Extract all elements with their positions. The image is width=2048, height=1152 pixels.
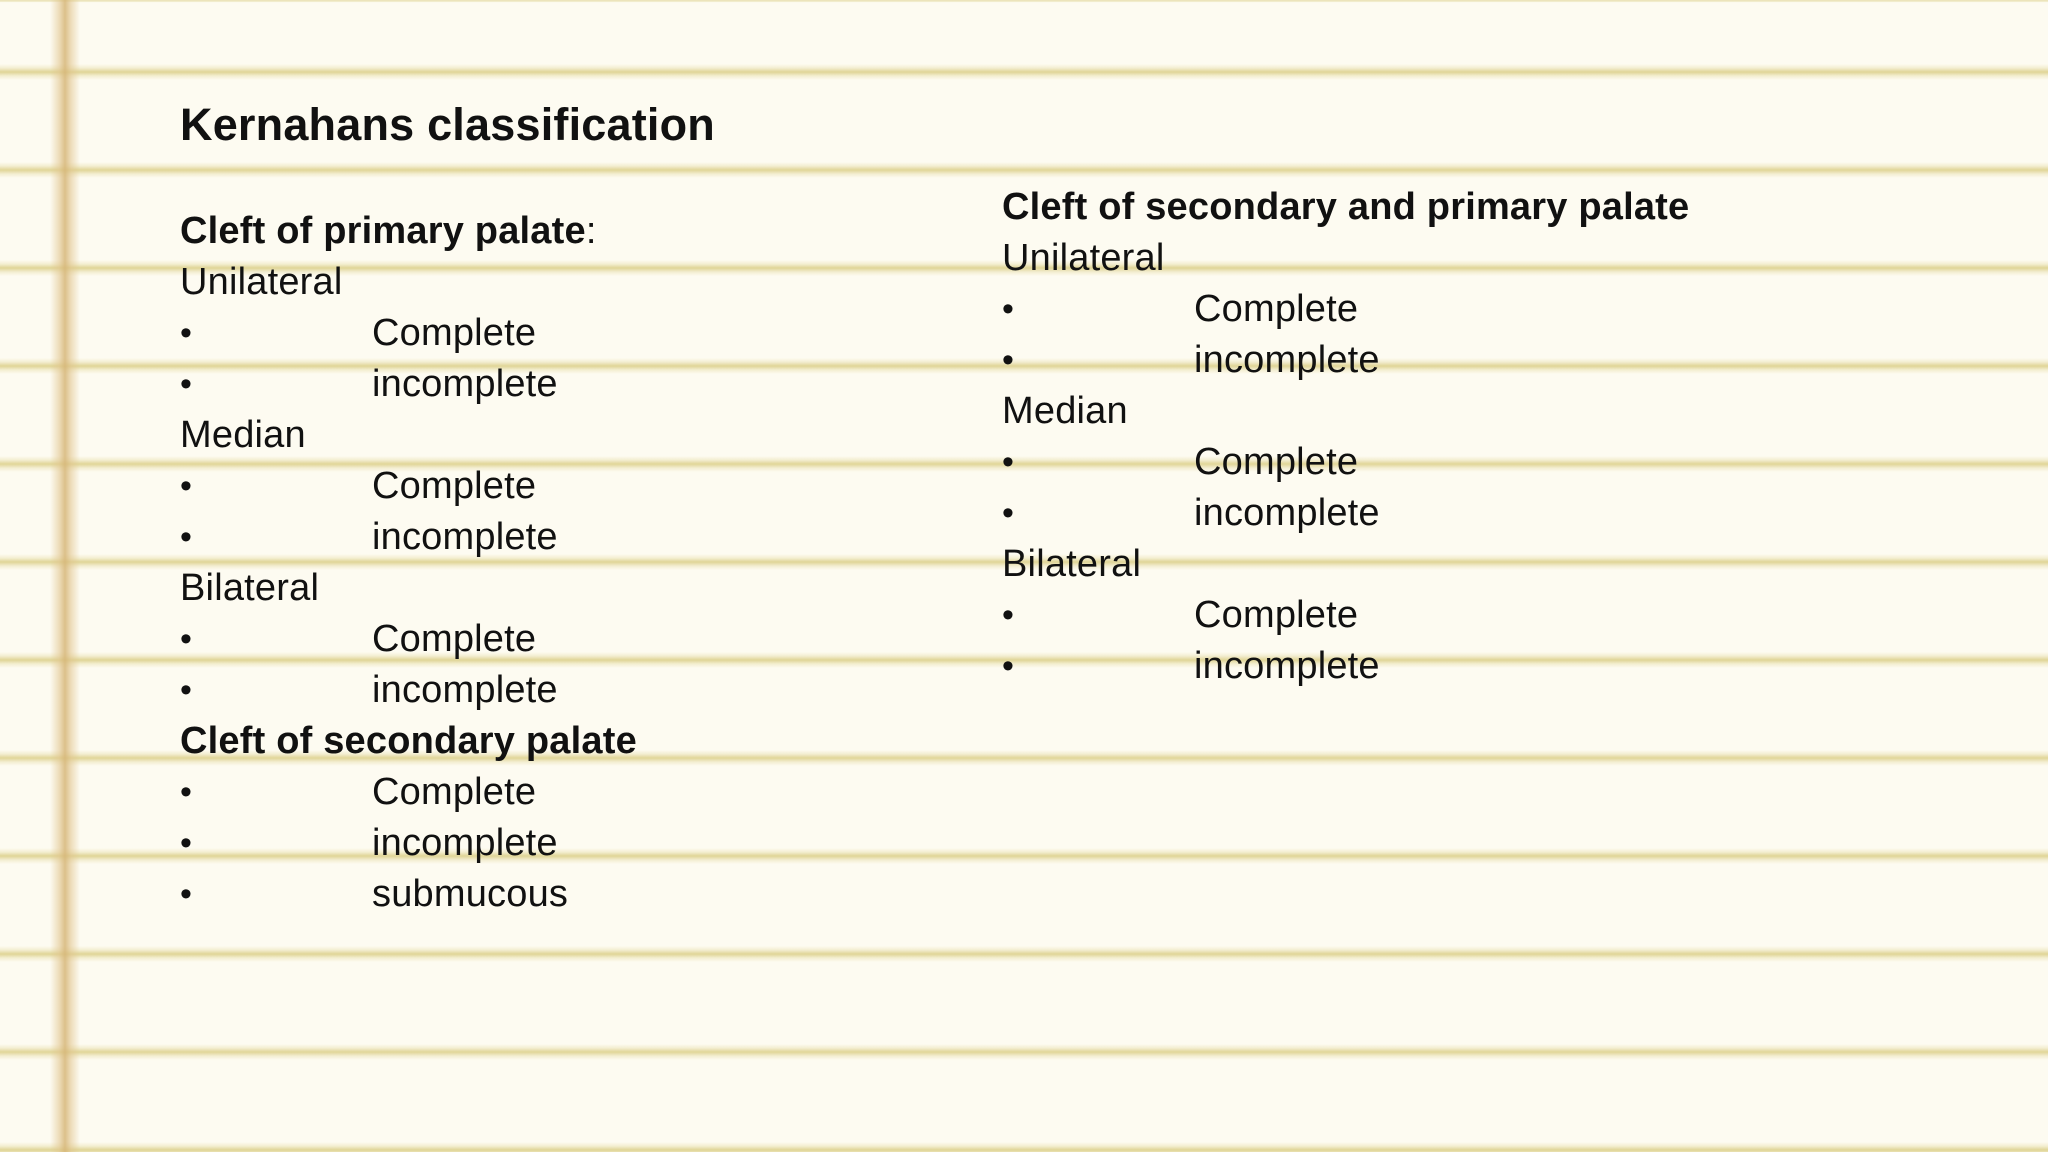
left-unilateral-bullet-2: • (180, 365, 192, 403)
right-unilateral-bullet-1: • (1002, 290, 1014, 328)
right-median-bullet-1: • (1002, 443, 1014, 481)
left-label-bilateral: Bilateral (180, 567, 320, 609)
left-median-bullet-1: • (180, 467, 192, 505)
left-bilateral-bullet-2: • (180, 671, 192, 709)
secondary-item-incomplete: incomplete (372, 822, 558, 864)
secondary-bullet-2: • (180, 824, 192, 862)
right-bilateral-item-complete: Complete (1194, 594, 1359, 636)
right-median-bullet-2: • (1002, 494, 1014, 532)
right-median-item-complete: Complete (1194, 441, 1359, 483)
right-label-bilateral: Bilateral (1002, 543, 1142, 585)
slide-title: Kernahans classification (180, 99, 716, 150)
right-bilateral-bullet-1: • (1002, 596, 1014, 634)
right-label-unilateral: Unilateral (1002, 237, 1165, 279)
heading-secondary-and-primary-palate: Cleft of secondary and primary palate (1002, 186, 1690, 228)
margin-line (50, 0, 80, 1152)
left-unilateral-bullet-1: • (180, 314, 192, 352)
left-bilateral-bullet-1: • (180, 620, 192, 658)
left-unilateral-item-complete: Complete (372, 312, 537, 354)
heading-primary-palate (180, 206, 597, 257)
left-bilateral-item-complete: Complete (372, 618, 537, 660)
left-label-unilateral: Unilateral (180, 261, 343, 303)
right-bilateral-item-incomplete: incomplete (1194, 645, 1380, 687)
right-unilateral-item-complete: Complete (1194, 288, 1359, 330)
right-median-item-incomplete: incomplete (1194, 492, 1380, 534)
heading-primary-palate-colon: : (585, 210, 597, 252)
left-label-median: Median (180, 414, 306, 456)
left-bilateral-item-incomplete: incomplete (372, 669, 558, 711)
left-unilateral-item-incomplete: incomplete (372, 363, 558, 405)
left-median-item-incomplete: incomplete (372, 516, 558, 558)
left-median-bullet-2: • (180, 518, 192, 556)
secondary-item-submucous: submucous (372, 873, 569, 915)
secondary-item-complete: Complete (372, 771, 537, 813)
secondary-bullet-1: • (180, 773, 192, 811)
heading-primary-palate-text: Cleft of primary palate (180, 210, 586, 252)
heading-secondary-palate: Cleft of secondary palate (180, 720, 637, 762)
right-unilateral-bullet-2: • (1002, 341, 1014, 379)
secondary-bullet-3: • (180, 875, 192, 913)
left-median-item-complete: Complete (372, 465, 537, 507)
right-bilateral-bullet-2: • (1002, 647, 1014, 685)
right-unilateral-item-incomplete: incomplete (1194, 339, 1380, 381)
right-label-median: Median (1002, 390, 1128, 432)
